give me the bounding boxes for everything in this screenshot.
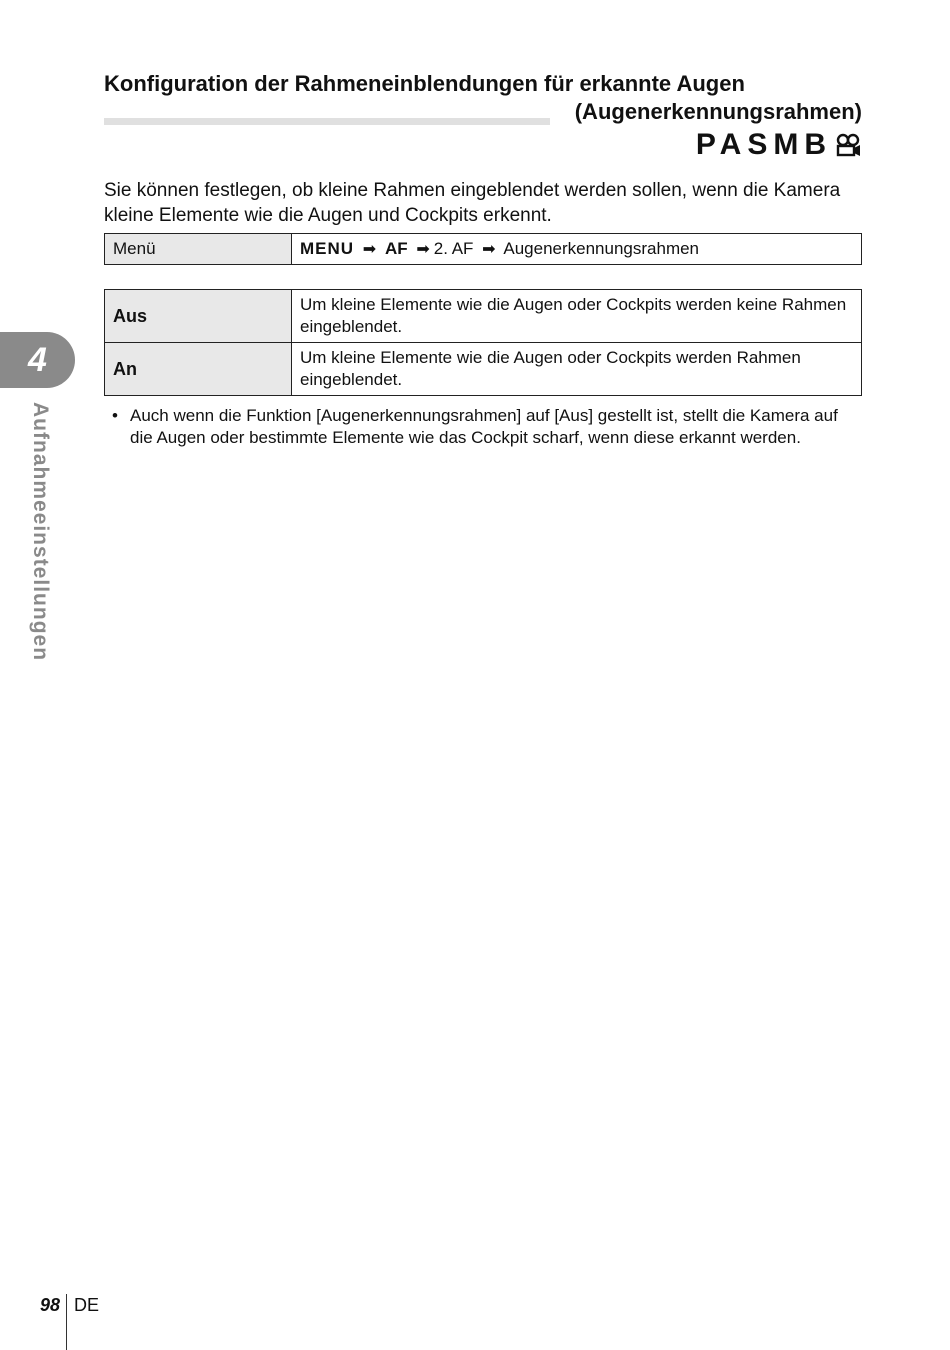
chapter-number: 4 [28, 340, 47, 379]
title-line-2: (Augenerkennungsrahmen) [574, 99, 862, 124]
page-number: 98 [40, 1295, 61, 1315]
footer [40, 1294, 99, 1350]
menu-path [292, 234, 862, 265]
menu-word: MENU [300, 238, 355, 258]
shooting-modes [696, 128, 862, 162]
option-key: Aus [105, 290, 292, 343]
title-line-1: Konfiguration der Rahmeneinblendungen für erkannte Augen [104, 71, 745, 96]
menu-step: 2. AF [433, 238, 474, 258]
footer-divider [66, 1294, 67, 1350]
right-arrow-icon: ➡ [416, 240, 430, 258]
table-row [105, 290, 862, 343]
right-arrow-icon: ➡ [362, 240, 377, 258]
menu-path-table [104, 233, 862, 265]
bullet: • [112, 406, 118, 425]
option-key: An [105, 343, 292, 396]
movie-camera-icon [834, 131, 862, 159]
right-arrow-icon: ➡ [482, 240, 496, 258]
menu-af: AF [384, 238, 408, 258]
title-underline [104, 118, 550, 125]
mode-letters: PASMB [695, 128, 832, 161]
table-row [105, 343, 862, 396]
option-desc: Um kleine Elemente wie die Augen oder Cockpits werden keine Rahmen eingeblendet. [292, 290, 862, 343]
note [112, 405, 842, 449]
intro-text: Sie können festlegen, ob kleine Rahmen eingeblendet werden sollen, wenn die Kamera kleine Elemente wie die Augen und Cockpits erkennt. [104, 180, 841, 226]
option-desc: Um kleine Elemente wie die Augen oder Cockpits werden Rahmen eingeblendet. [292, 343, 862, 396]
menu-item: Augenerkennungsrahmen [503, 238, 700, 258]
options-table [104, 289, 862, 396]
language-code: DE [74, 1295, 100, 1315]
chapter-label: Aufnahmeeinstellungen [29, 402, 52, 662]
note-text: Auch wenn die Funktion [Augenerkennungsrahmen] auf [Aus] gestellt ist, stellt die Kamera auf die Augen oder bestimmte Elemente wie das Cockpit scharf, wenn diese erkannt werden. [130, 406, 838, 447]
chapter-tab [0, 332, 75, 388]
menu-label: Menü [105, 234, 292, 265]
